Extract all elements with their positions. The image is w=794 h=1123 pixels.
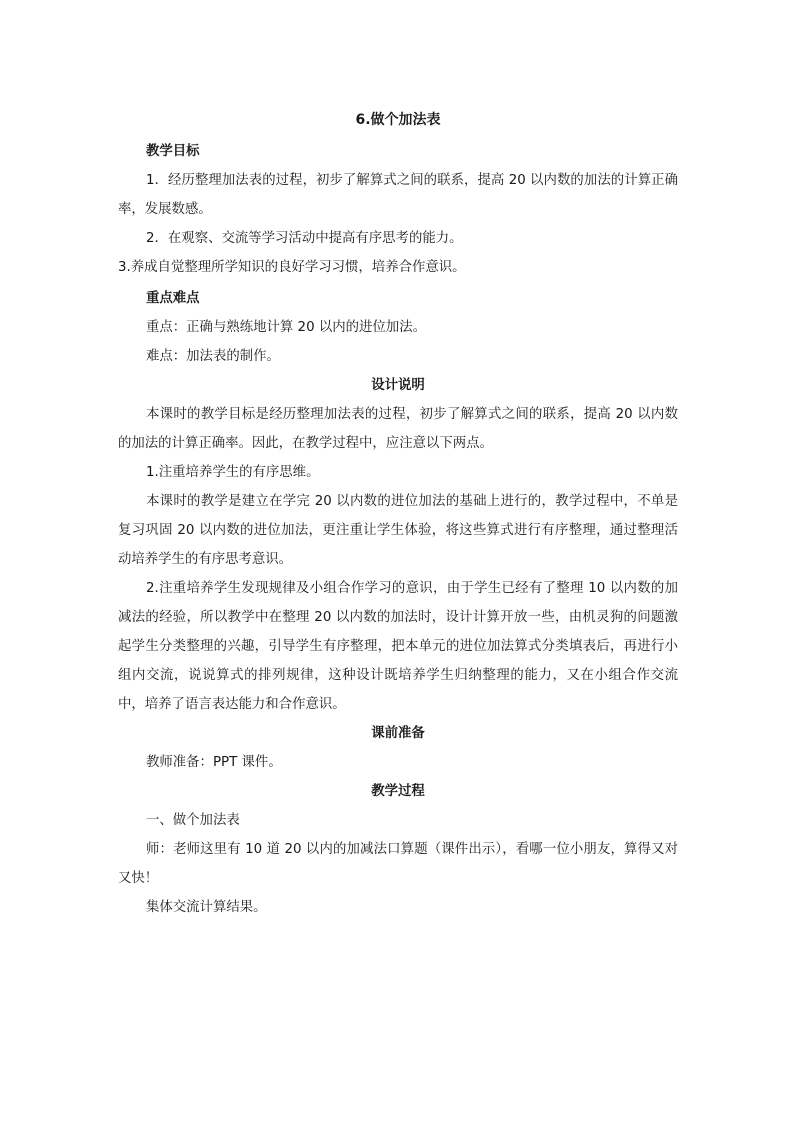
process-step-1: 一、做个加法表 (146, 813, 240, 828)
prep-heading: 课前准备 (371, 726, 425, 741)
process-teacher-say: 师：老师这里有 10 道 20 以内的加减法口算题（课件出示），看哪一位小朋友，算得又对又快！ (118, 842, 678, 886)
goal-2: 2．在观察、交流等学习活动中提高有序思考的能力。 (146, 231, 463, 246)
goal-3: 3.养成自觉整理所学知识的良好学习习惯，培养合作意识。 (118, 260, 466, 275)
goal-1: 1．经历整理加法表的过程，初步了解算式之间的联系，提高 20 以内数的加法的计算正确率，发展数感。 (118, 173, 678, 217)
design-heading: 设计说明 (371, 378, 425, 393)
prep-teacher: 教师准备：PPT 课件。 (146, 755, 282, 770)
process-heading: 教学过程 (371, 784, 425, 799)
difficult-point: 难点：加法表的制作。 (146, 349, 280, 364)
process-collect: 集体交流计算结果。 (146, 900, 267, 915)
design-point-2: 2.注重培养学生发现规律及小组合作学习的意识，由于学生已经有了整理 10 以内数的加减法的经验，所以教学中在整理 20 以内数的加法时，设计计算开放一些，由机灵狗的问题激起学生分类整理的兴趣，引导学生有序整理，把本单元的进位加法算式分类填表后，再进行小组内交流，说说算式的排列规律，这种设计既培养学生归纳整理的能力，又在小组合作交流中，培养了语言表达能力和合作意识。 (118, 581, 678, 712)
document-title: 6.做个加法表 (355, 112, 441, 128)
document-page (118, 104, 678, 922)
design-point-1-title: 1.注重培养学生的有序思维。 (146, 465, 320, 480)
key-difficult-heading: 重点难点 (146, 291, 200, 306)
design-point-1-body: 本课时的教学是建立在学完 20 以内数的进位加法的基础上进行的，教学过程中，不单是复习巩固 20 以内数的进位加法，更注重让学生体验，将这些算式进行有序整理，通过整理活动培养学生的有序思考意识。 (118, 494, 678, 567)
goals-heading: 教学目标 (146, 144, 200, 159)
design-intro: 本课时的教学目标是经历整理加法表的过程，初步了解算式之间的联系，提高 20 以内数的加法的计算正确率。因此，在教学过程中，应注意以下两点。 (118, 407, 678, 451)
key-point: 重点：正确与熟练地计算 20 以内的进位加法。 (146, 320, 426, 335)
